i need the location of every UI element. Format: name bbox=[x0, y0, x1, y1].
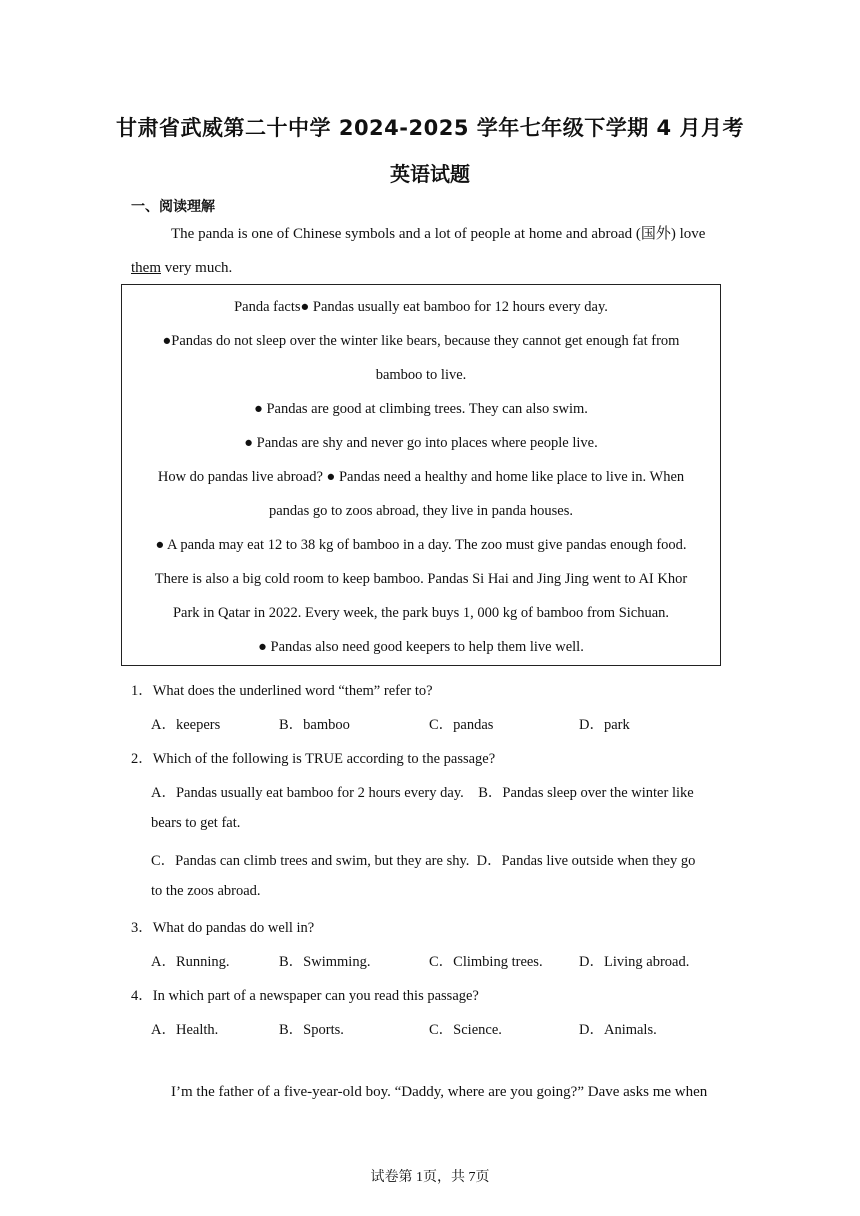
passage-2-start bbox=[131, 1075, 732, 1109]
box-line: ●Pandas do not sleep over the winter like bears, because they cannot get enough fat from bbox=[162, 333, 680, 349]
question-3-stem: 3．What do pandas do well in? bbox=[131, 920, 315, 936]
box-line: pandas go to zoos abroad, they live in panda houses. bbox=[268, 503, 574, 519]
question-1-stem: 1．What does the underlined word “them” refer to? bbox=[131, 683, 433, 699]
q1-option-a[interactable]: A．keepers bbox=[151, 717, 221, 733]
q2-options-cd-cont: to the zoos abroad. bbox=[151, 883, 261, 899]
passage-2-text: I’m the father of a five-year-old boy. “Daddy, where are you going?” Dave asks me when bbox=[171, 1084, 708, 1100]
box-line: Panda facts● Pandas usually eat bamboo for 12 hours every day. bbox=[234, 299, 608, 315]
q1-option-d[interactable]: D．park bbox=[579, 717, 630, 733]
question-4-stem: 4．In which part of a newspaper can you read this passage? bbox=[131, 988, 479, 1004]
underlined-word: them bbox=[131, 260, 161, 276]
box-line: There is also a big cold room to keep bamboo. Pandas Si Hai and Jing Jing went to AI Khor bbox=[154, 571, 688, 587]
intro-text: The panda is one of Chinese symbols and a lot of people at home and abroad (国外) love bbox=[171, 226, 706, 242]
panda-facts-box bbox=[121, 284, 721, 666]
exam-title: 甘肃省武威第二十中学 2024-2025 学年七年级下学期 4 月月考 bbox=[116, 116, 744, 140]
box-line: bamboo to live. bbox=[375, 367, 467, 383]
q4-option-b[interactable]: B．Sports. bbox=[279, 1022, 344, 1038]
q1-option-b[interactable]: B．bamboo bbox=[279, 717, 350, 733]
intro-text-end: very much. bbox=[161, 260, 233, 276]
q4-option-a[interactable]: A．Health. bbox=[151, 1022, 219, 1038]
q1-option-c[interactable]: C．pandas bbox=[429, 717, 494, 733]
question-2-stem: 2．Which of the following is TRUE according to the passage? bbox=[131, 751, 496, 767]
exam-subtitle: 英语试题 bbox=[390, 162, 470, 186]
q3-option-d[interactable]: D．Living abroad. bbox=[579, 954, 690, 970]
q4-option-d[interactable]: D．Animals. bbox=[579, 1022, 657, 1038]
q2-options-ab[interactable]: A．Pandas usually eat bamboo for 2 hours every day. B．Pandas sleep over the winter like bbox=[151, 785, 694, 801]
box-line: Park in Qatar in 2022. Every week, the park buys 1, 000 kg of bamboo from Sichuan. bbox=[172, 605, 670, 621]
q3-option-a[interactable]: A．Running. bbox=[151, 954, 230, 970]
box-line: ● Pandas are shy and never go into places where people live. bbox=[244, 435, 598, 451]
q4-option-c[interactable]: C．Science. bbox=[429, 1022, 502, 1038]
q3-option-c[interactable]: C．Climbing trees. bbox=[429, 954, 543, 970]
section-heading: 一、阅读理解 bbox=[131, 199, 215, 215]
q2-options-ab-cont: bears to get fat. bbox=[151, 815, 241, 831]
box-line: ● A panda may eat 12 to 38 kg of bamboo in a day. The zoo must give pandas enough food. bbox=[155, 537, 687, 553]
passage-intro bbox=[131, 217, 732, 285]
box-line: ● Pandas also need good keepers to help them live well. bbox=[258, 639, 584, 655]
box-line: How do pandas live abroad? ● Pandas need a healthy and home like place to live in. When bbox=[157, 469, 685, 485]
q2-options-cd[interactable]: C．Pandas can climb trees and swim, but they are shy. D．Pandas live outside when they go bbox=[151, 853, 696, 869]
q3-option-b[interactable]: B．Swimming. bbox=[279, 954, 371, 970]
page-footer: 试卷第 1页，共 7页 bbox=[370, 1170, 490, 1185]
box-line: ● Pandas are good at climbing trees. They can also swim. bbox=[254, 401, 588, 417]
